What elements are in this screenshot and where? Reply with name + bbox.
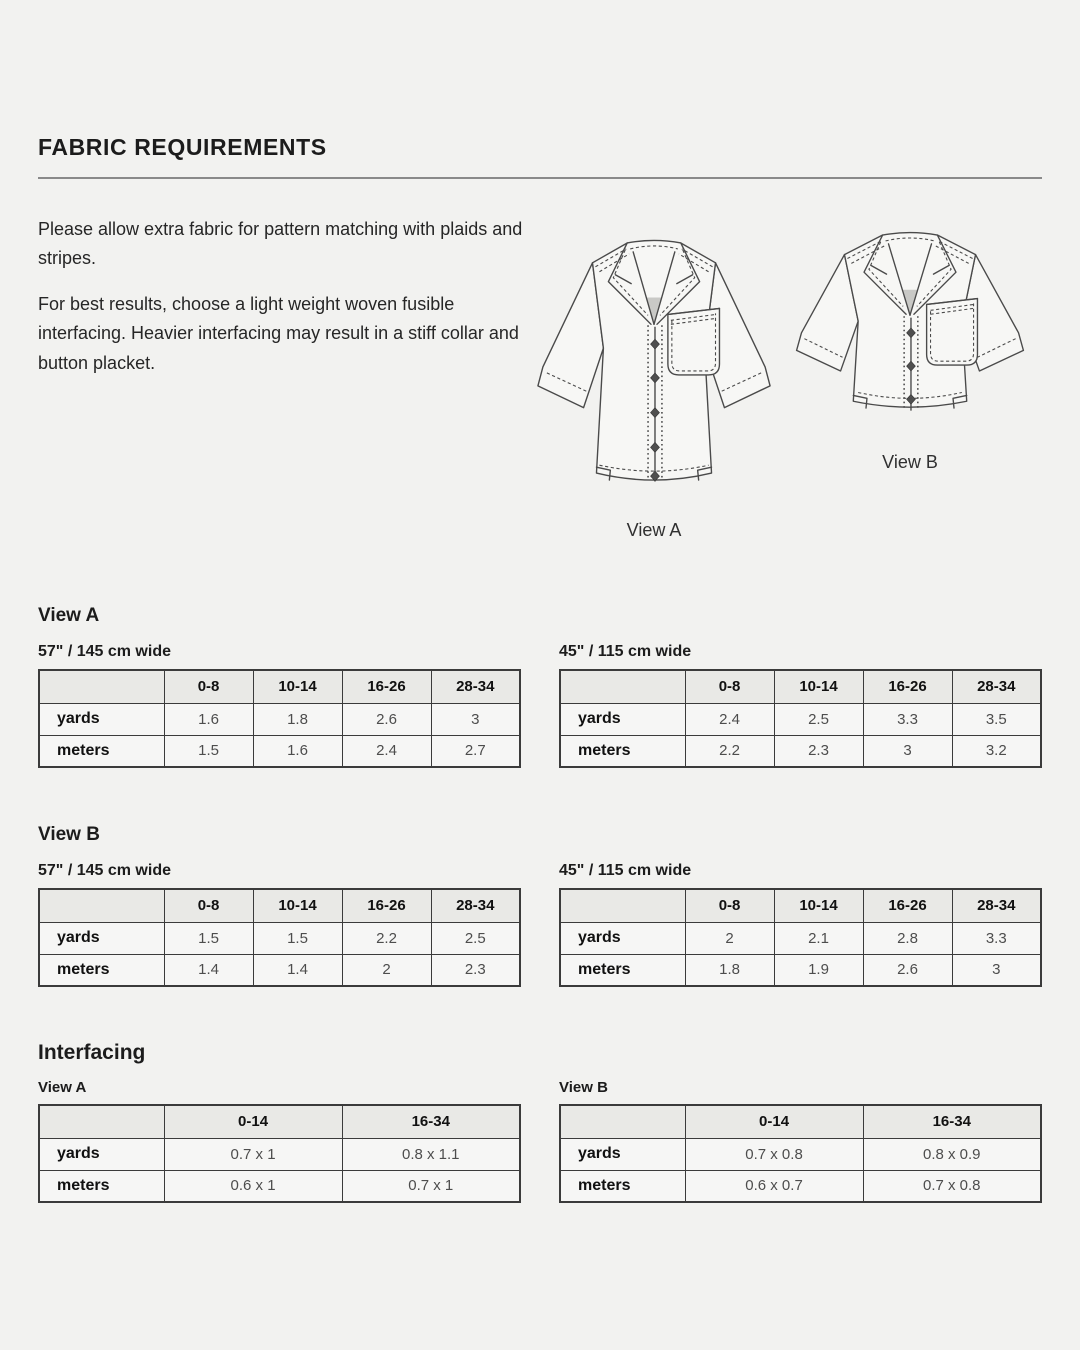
view-a-tables-row [38, 627, 1042, 768]
fabric-amount-cell: 0.8 x 1.1 [342, 1138, 520, 1170]
size-column-header: 0-8 [164, 889, 253, 922]
fabric-amount-cell: 1.9 [774, 954, 863, 986]
table-row [39, 1170, 520, 1202]
fabric-width-label-45: 45" / 115 cm wide [559, 862, 692, 879]
shirt-figures [524, 217, 1042, 541]
section-view-a [38, 605, 1042, 768]
fabric-amount-cell: 3.3 [863, 703, 952, 735]
fabric-amount-cell: 1.5 [164, 735, 253, 767]
fabric-amount-cell: 2.1 [774, 922, 863, 954]
fabric-amount-cell: 1.4 [253, 954, 342, 986]
unit-row-label: meters [560, 954, 685, 986]
fabric-amount-cell: 1.6 [253, 735, 342, 767]
unit-row-label: yards [560, 1138, 685, 1170]
unit-row-label: meters [39, 735, 164, 767]
fabric-amount-cell: 0.7 x 1 [164, 1138, 342, 1170]
fabric-amount-cell: 3.2 [952, 735, 1041, 767]
table-row [39, 1138, 520, 1170]
view-a-section-heading: View A [38, 605, 100, 626]
fabric-amount-cell: 2 [685, 922, 774, 954]
view-b-57-table-block [38, 846, 521, 987]
unit-row-label: meters [560, 1170, 685, 1202]
fabric-amount-cell: 1.6 [164, 703, 253, 735]
size-column-header: 0-14 [685, 1105, 863, 1138]
intro-paragraph-interfacing-advice: For best results, choose a light weight woven fusible interfacing. Heavier interfacing may result in a stiff collar and button placket. [38, 294, 519, 373]
table-row [560, 1138, 1041, 1170]
table-corner-cell [39, 670, 164, 703]
size-column-header: 0-14 [164, 1105, 342, 1138]
size-column-header: 16-26 [342, 670, 431, 703]
size-column-header: 16-34 [863, 1105, 1041, 1138]
size-column-header: 16-26 [863, 670, 952, 703]
unit-row-label: yards [39, 703, 164, 735]
size-column-header: 10-14 [774, 670, 863, 703]
fabric-amount-cell: 2 [342, 954, 431, 986]
size-column-header: 28-34 [431, 889, 520, 922]
view-a-57-yardage-table [38, 669, 521, 768]
table-row [560, 1170, 1041, 1202]
fabric-amount-cell: 2.2 [342, 922, 431, 954]
fabric-amount-cell: 3 [863, 735, 952, 767]
fabric-amount-cell: 0.7 x 0.8 [863, 1170, 1041, 1202]
fabric-amount-cell: 3 [952, 954, 1041, 986]
size-column-header: 0-8 [685, 889, 774, 922]
size-column-header: 0-8 [164, 670, 253, 703]
size-column-header: 10-14 [253, 889, 342, 922]
fabric-amount-cell: 1.5 [253, 922, 342, 954]
unit-row-label: yards [560, 703, 685, 735]
interfacing-view-b-label: View B [559, 1079, 608, 1096]
view-a-shirt-illustration [530, 217, 778, 509]
intro-paragraph-pattern-matching: Please allow extra fabric for pattern matching with plaids and stripes. [38, 219, 523, 269]
intro-text [38, 213, 524, 541]
table-corner-cell [560, 1105, 685, 1138]
fabric-amount-cell: 2.5 [431, 922, 520, 954]
view-a-57-table-block [38, 627, 521, 768]
interfacing-view-b-table-block [559, 1065, 1042, 1203]
figure-view-b [778, 217, 1042, 473]
interfacing-tables-row [38, 1065, 1042, 1203]
table-row [39, 922, 520, 954]
view-b-shirt-illustration [778, 217, 1042, 433]
unit-row-label: yards [39, 1138, 164, 1170]
view-b-caption: View B [882, 452, 938, 472]
table-corner-cell [39, 889, 164, 922]
view-a-caption: View A [626, 520, 682, 540]
size-column-header: 28-34 [952, 889, 1041, 922]
fabric-amount-cell: 2.8 [863, 922, 952, 954]
fabric-amount-cell: 2.4 [342, 735, 431, 767]
table-row [560, 954, 1041, 986]
fabric-amount-cell: 0.6 x 0.7 [685, 1170, 863, 1202]
unit-row-label: yards [560, 922, 685, 954]
fabric-amount-cell: 0.7 x 0.8 [685, 1138, 863, 1170]
view-a-45-yardage-table [559, 669, 1042, 768]
fabric-amount-cell: 2.2 [685, 735, 774, 767]
table-row [39, 703, 520, 735]
fabric-amount-cell: 2.4 [685, 703, 774, 735]
fabric-amount-cell: 2.6 [863, 954, 952, 986]
fabric-amount-cell: 1.8 [253, 703, 342, 735]
fabric-amount-cell: 2.6 [342, 703, 431, 735]
view-b-57-yardage-table [38, 888, 521, 987]
size-column-header: 0-8 [685, 670, 774, 703]
view-a-45-table-block [559, 627, 1042, 768]
table-row [39, 954, 520, 986]
fabric-amount-cell: 0.8 x 0.9 [863, 1138, 1041, 1170]
unit-row-label: meters [39, 1170, 164, 1202]
table-row [39, 735, 520, 767]
fabric-amount-cell: 0.6 x 1 [164, 1170, 342, 1202]
size-header-row [560, 889, 1041, 922]
fabric-width-label-57: 57" / 145 cm wide [38, 862, 171, 879]
size-column-header: 28-34 [431, 670, 520, 703]
interfacing-view-a-table-block [38, 1065, 521, 1203]
size-header-row [560, 670, 1041, 703]
view-b-45-table-block [559, 846, 1042, 987]
size-header-row [39, 1105, 520, 1138]
table-corner-cell [39, 1105, 164, 1138]
interfacing-section-heading: Interfacing [38, 1041, 146, 1064]
fabric-amount-cell: 2.5 [774, 703, 863, 735]
view-b-45-yardage-table [559, 888, 1042, 987]
size-header-row [39, 670, 520, 703]
view-b-tables-row [38, 846, 1042, 987]
section-view-b [38, 824, 1042, 987]
fabric-amount-cell: 2.3 [431, 954, 520, 986]
fabric-amount-cell: 0.7 x 1 [342, 1170, 520, 1202]
interfacing-view-a-table [38, 1104, 521, 1203]
page-title: FABRIC REQUIREMENTS [38, 134, 327, 160]
fabric-width-label-45: 45" / 115 cm wide [559, 643, 692, 660]
table-row [560, 922, 1041, 954]
intro-row [38, 213, 1042, 541]
size-header-row [39, 889, 520, 922]
section-interfacing [38, 1041, 1042, 1203]
interfacing-view-a-label: View A [38, 1079, 87, 1096]
figure-view-a [530, 217, 778, 541]
unit-row-label: meters [560, 735, 685, 767]
table-corner-cell [560, 670, 685, 703]
view-b-section-heading: View B [38, 824, 100, 845]
table-row [560, 735, 1041, 767]
size-column-header: 16-26 [863, 889, 952, 922]
size-column-header: 10-14 [253, 670, 342, 703]
fabric-width-label-57: 57" / 145 cm wide [38, 643, 171, 660]
fabric-amount-cell: 2.7 [431, 735, 520, 767]
title-divider [38, 177, 1042, 179]
size-column-header: 16-34 [342, 1105, 520, 1138]
fabric-amount-cell: 1.4 [164, 954, 253, 986]
table-corner-cell [560, 889, 685, 922]
fabric-amount-cell: 3.3 [952, 922, 1041, 954]
fabric-amount-cell: 3.5 [952, 703, 1041, 735]
fabric-amount-cell: 1.5 [164, 922, 253, 954]
size-header-row [560, 1105, 1041, 1138]
fabric-amount-cell: 3 [431, 703, 520, 735]
table-row [560, 703, 1041, 735]
unit-row-label: meters [39, 954, 164, 986]
interfacing-view-b-table [559, 1104, 1042, 1203]
unit-row-label: yards [39, 922, 164, 954]
fabric-amount-cell: 2.3 [774, 735, 863, 767]
size-column-header: 16-26 [342, 889, 431, 922]
size-column-header: 28-34 [952, 670, 1041, 703]
size-column-header: 10-14 [774, 889, 863, 922]
fabric-amount-cell: 1.8 [685, 954, 774, 986]
